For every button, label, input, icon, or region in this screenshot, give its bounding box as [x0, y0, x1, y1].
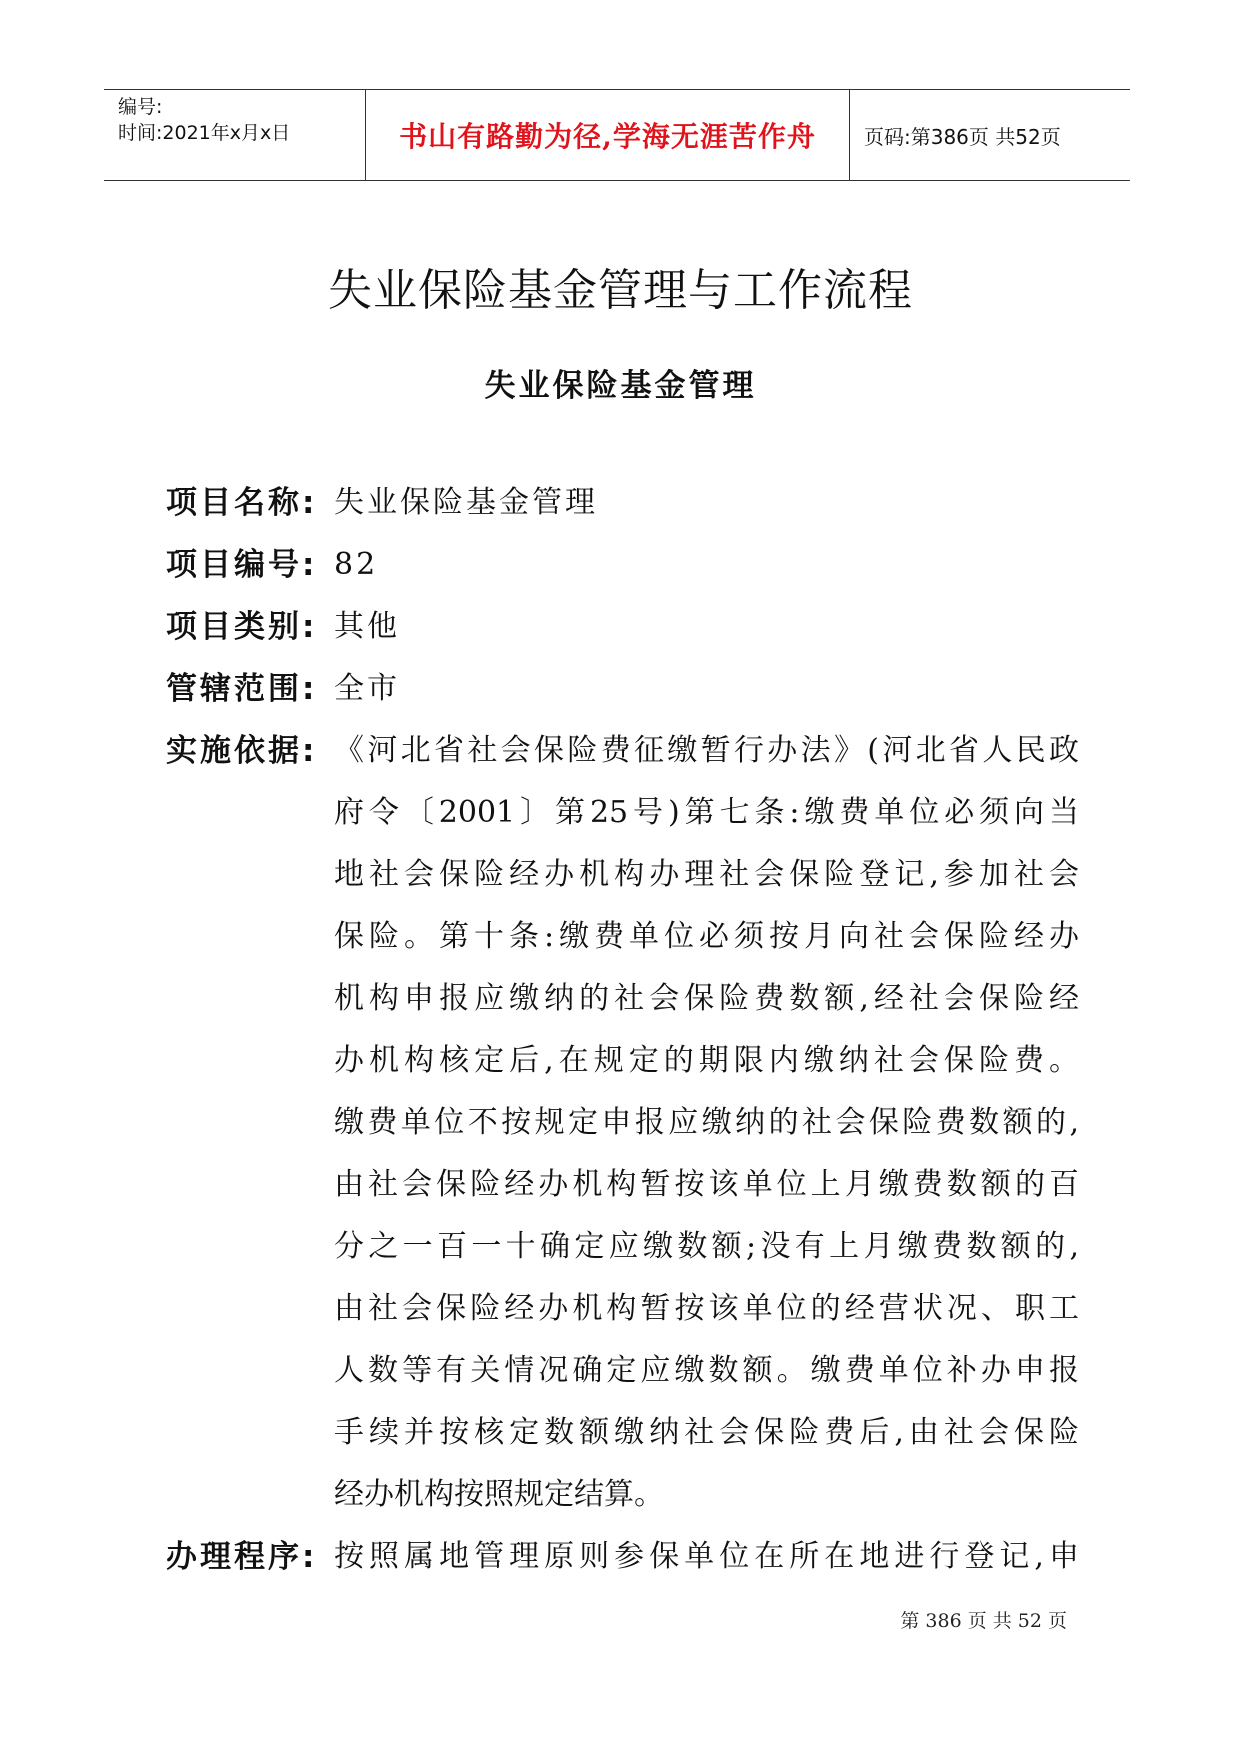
- field-basis: [166, 720, 1079, 1526]
- procedure-line: 按照属地管理原则参保单位在所在地进行登记,申: [334, 1539, 1079, 1574]
- field-project-category: [166, 596, 400, 658]
- field-label: 项目编号:: [166, 547, 318, 583]
- field-project-name: [166, 472, 598, 534]
- field-procedure: [166, 1526, 1079, 1588]
- field-value: 其他: [334, 609, 400, 644]
- time-label: 时间:2021年x月x日: [118, 122, 291, 144]
- basis-line: 办机构核定后,在规定的期限内缴纳社会保险费。: [334, 1043, 1079, 1078]
- field-label: 办理程序:: [166, 1539, 318, 1575]
- field-label: 项目名称:: [166, 485, 318, 521]
- field-jurisdiction: [166, 658, 400, 720]
- header-motto: 书山有路勤为径,学海无涯苦作舟: [366, 90, 850, 180]
- field-value: 失业保险基金管理: [334, 485, 598, 520]
- field-label: 项目类别:: [166, 609, 318, 645]
- basis-line: 地社会保险经办机构办理社会保险登记,参加社会: [334, 857, 1079, 892]
- field-label: 管辖范围:: [166, 671, 318, 707]
- field-project-number: [166, 534, 378, 596]
- basis-line: 手续并按核定数额缴纳社会保险费后,由社会保险: [334, 1415, 1079, 1450]
- basis-line: 缴费单位不按规定申报应缴纳的社会保险费数额的,: [334, 1105, 1079, 1140]
- basis-line: 《河北省社会保险费征缴暂行办法》(河北省人民政: [334, 733, 1079, 768]
- field-label: 实施依据:: [166, 733, 318, 769]
- basis-line: 人数等有关情况确定应缴数额。缴费单位补办申报: [334, 1353, 1079, 1388]
- field-value: 82: [334, 547, 379, 582]
- basis-line: 保险。第十条:缴费单位必须按月向社会保险经办: [334, 919, 1079, 954]
- document-subtitle: 失业保险基金管理: [484, 368, 757, 404]
- basis-line: 分之一百一十确定应缴数额;没有上月缴费数额的,: [334, 1229, 1079, 1264]
- basis-line: 府令〔2001〕第25号)第七条:缴费单位必须向当: [334, 795, 1079, 830]
- basis-line: 由社会保险经办机构暂按该单位上月缴费数额的百: [334, 1167, 1079, 1202]
- page-header: [104, 89, 1130, 181]
- header-meta: [104, 90, 366, 180]
- field-value: 全市: [334, 671, 400, 706]
- basis-line: 机构申报应缴纳的社会保险费数额,经社会保险经: [334, 981, 1079, 1016]
- basis-line: 经办机构按照规定结算。: [334, 1477, 664, 1512]
- header-page-info: 页码:第386页 共52页: [864, 124, 1061, 149]
- document-title: 失业保险基金管理与工作流程: [328, 265, 913, 316]
- basis-paragraph: [334, 720, 1079, 1526]
- number-label: 编号:: [118, 96, 163, 118]
- basis-line: 由社会保险经办机构暂按该单位的经营状况、职工: [334, 1291, 1079, 1326]
- page-footer: 第 386 页 共 52 页: [900, 1610, 1067, 1632]
